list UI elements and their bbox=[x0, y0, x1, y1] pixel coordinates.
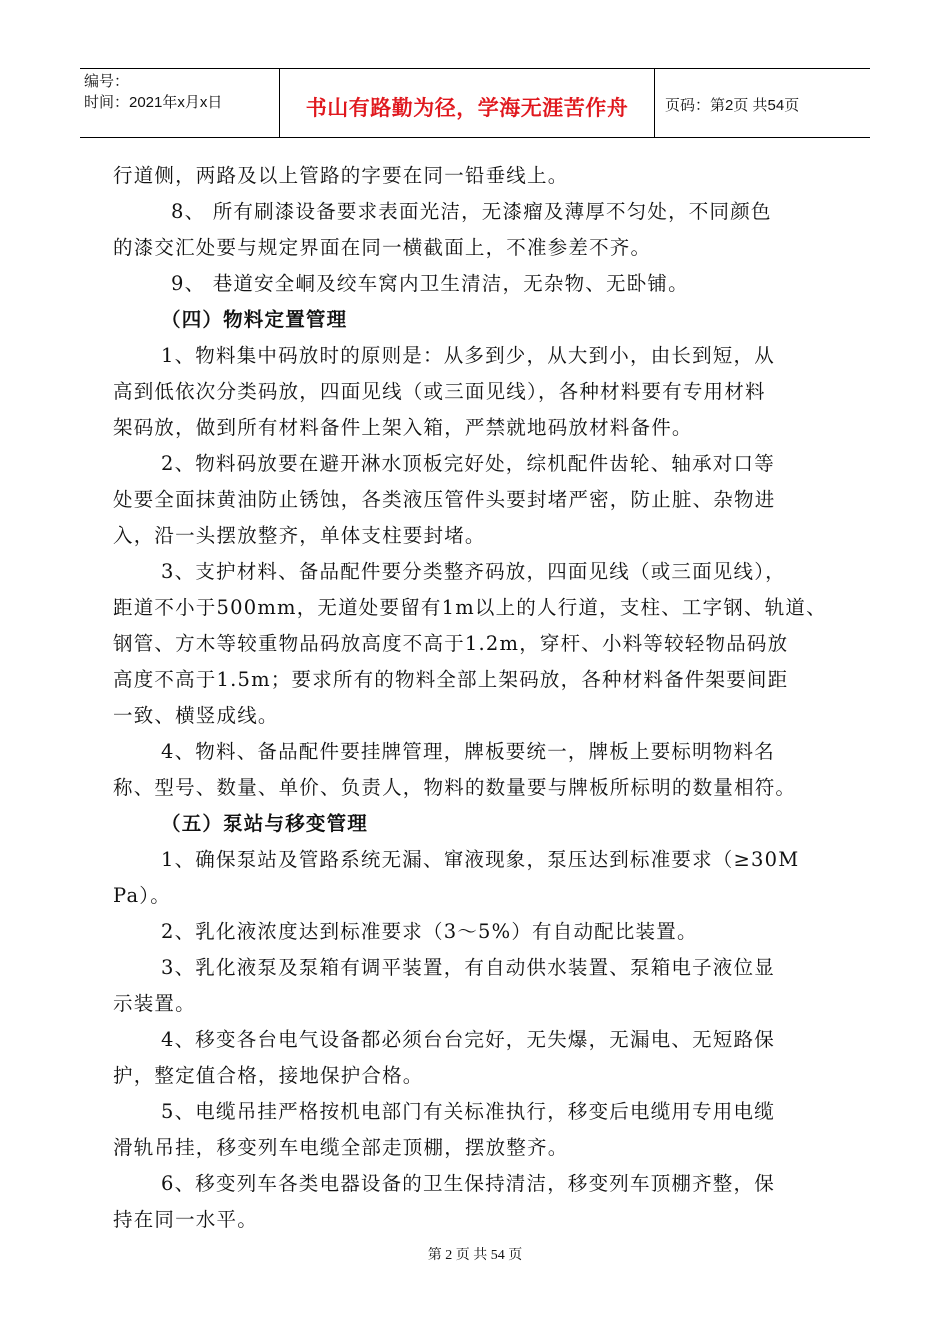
section-heading: （五）泵站与移变管理 bbox=[161, 812, 369, 835]
body-line: 钢管、方木等较重物品码放高度不高于1.2m，穿杆、小料等较轻物品码放 bbox=[113, 632, 789, 655]
body-line: 3、支护材料、备品配件要分类整齐码放，四面见线（或三面见线）， bbox=[161, 560, 786, 583]
body-line: 3、乳化液泵及泵箱有调平装置，有自动供水装置、泵箱电子液位显 bbox=[161, 956, 775, 979]
body-line: 持在同一水平。 bbox=[113, 1208, 258, 1231]
body-line: 高度不高于1.5m；要求所有的物料全部上架码放，各种材料备件架要间距 bbox=[113, 668, 789, 691]
body-line: 的漆交汇处要与规定界面在同一横截面上，不准参差不齐。 bbox=[113, 236, 652, 259]
body-line: 5、电缆吊挂严格按机电部门有关标准执行，移变后电缆用专用电缆 bbox=[161, 1100, 775, 1123]
header-page-info: 页码：第2页 共54页 bbox=[665, 96, 800, 114]
body-line: 距道不小于500mm，无道处要留有1m以上的人行道，支柱、工字钢、轨道、 bbox=[113, 596, 827, 619]
body-line: 滑轨吊挂，移变列车电缆全部走顶棚，摆放整齐。 bbox=[113, 1136, 569, 1159]
body-line: Pa）。 bbox=[113, 884, 171, 907]
body-line: 1、物料集中码放时的原则是：从多到少，从大到小，由长到短，从 bbox=[161, 344, 775, 367]
body-line: 行道侧，两路及以上管路的字要在同一铅垂线上。 bbox=[113, 164, 569, 187]
document-date: 时间：2021年x月x日 bbox=[84, 94, 223, 111]
page-footer: 第 2 页 共 54 页 bbox=[427, 1248, 523, 1263]
body-line: 一致、横竖成线。 bbox=[113, 704, 279, 727]
document-body bbox=[113, 158, 843, 1238]
body-line: 称、型号、数量、单价、负责人，物料的数量要与牌板所标明的数量相符。 bbox=[113, 776, 797, 799]
header-motto: 书山有路勤为径，学海无涯苦作舟 bbox=[280, 69, 655, 137]
body-line: 9、 巷道安全峒及绞车窝内卫生清洁，无杂物、无卧铺。 bbox=[171, 272, 689, 295]
section-heading: （四）物料定置管理 bbox=[161, 308, 348, 331]
body-line: 架码放，做到所有材料备件上架入箱，严禁就地码放材料备件。 bbox=[113, 416, 693, 439]
body-line: 处要全面抹黄油防止锈蚀，各类液压管件头要封堵严密，防止脏、杂物进 bbox=[113, 488, 776, 511]
body-line: 高到低依次分类码放，四面见线（或三面见线），各种材料要有专用材料 bbox=[113, 380, 766, 403]
body-line: 4、物料、备品配件要挂牌管理，牌板要统一，牌板上要标明物料名 bbox=[161, 740, 775, 763]
body-line: 2、物料码放要在避开淋水顶板完好处，综机配件齿轮、轴承对口等 bbox=[161, 452, 775, 475]
body-line: 8、 所有刷漆设备要求表面光洁，无漆瘤及薄厚不匀处，不同颜色 bbox=[171, 200, 772, 223]
page-header bbox=[80, 68, 870, 138]
body-line: 入，沿一头摆放整齐，单体支柱要封堵。 bbox=[113, 524, 486, 547]
header-meta-cell bbox=[80, 69, 280, 137]
body-line: 示装置。 bbox=[113, 992, 196, 1015]
body-line: 4、移变各台电气设备都必须台台完好，无失爆，无漏电、无短路保 bbox=[161, 1028, 775, 1051]
body-line: 1、确保泵站及管路系统无漏、窜液现象，泵压达到标准要求（≥30M bbox=[161, 848, 800, 871]
body-line: 6、移变列车各类电器设备的卫生保持清洁，移变列车顶棚齐整，保 bbox=[161, 1172, 775, 1195]
document-number-label: 编号： bbox=[84, 73, 130, 90]
body-line: 护，整定值合格，接地保护合格。 bbox=[113, 1064, 424, 1087]
body-line: 2、乳化液浓度达到标准要求（3～5%）有自动配比装置。 bbox=[161, 920, 698, 943]
